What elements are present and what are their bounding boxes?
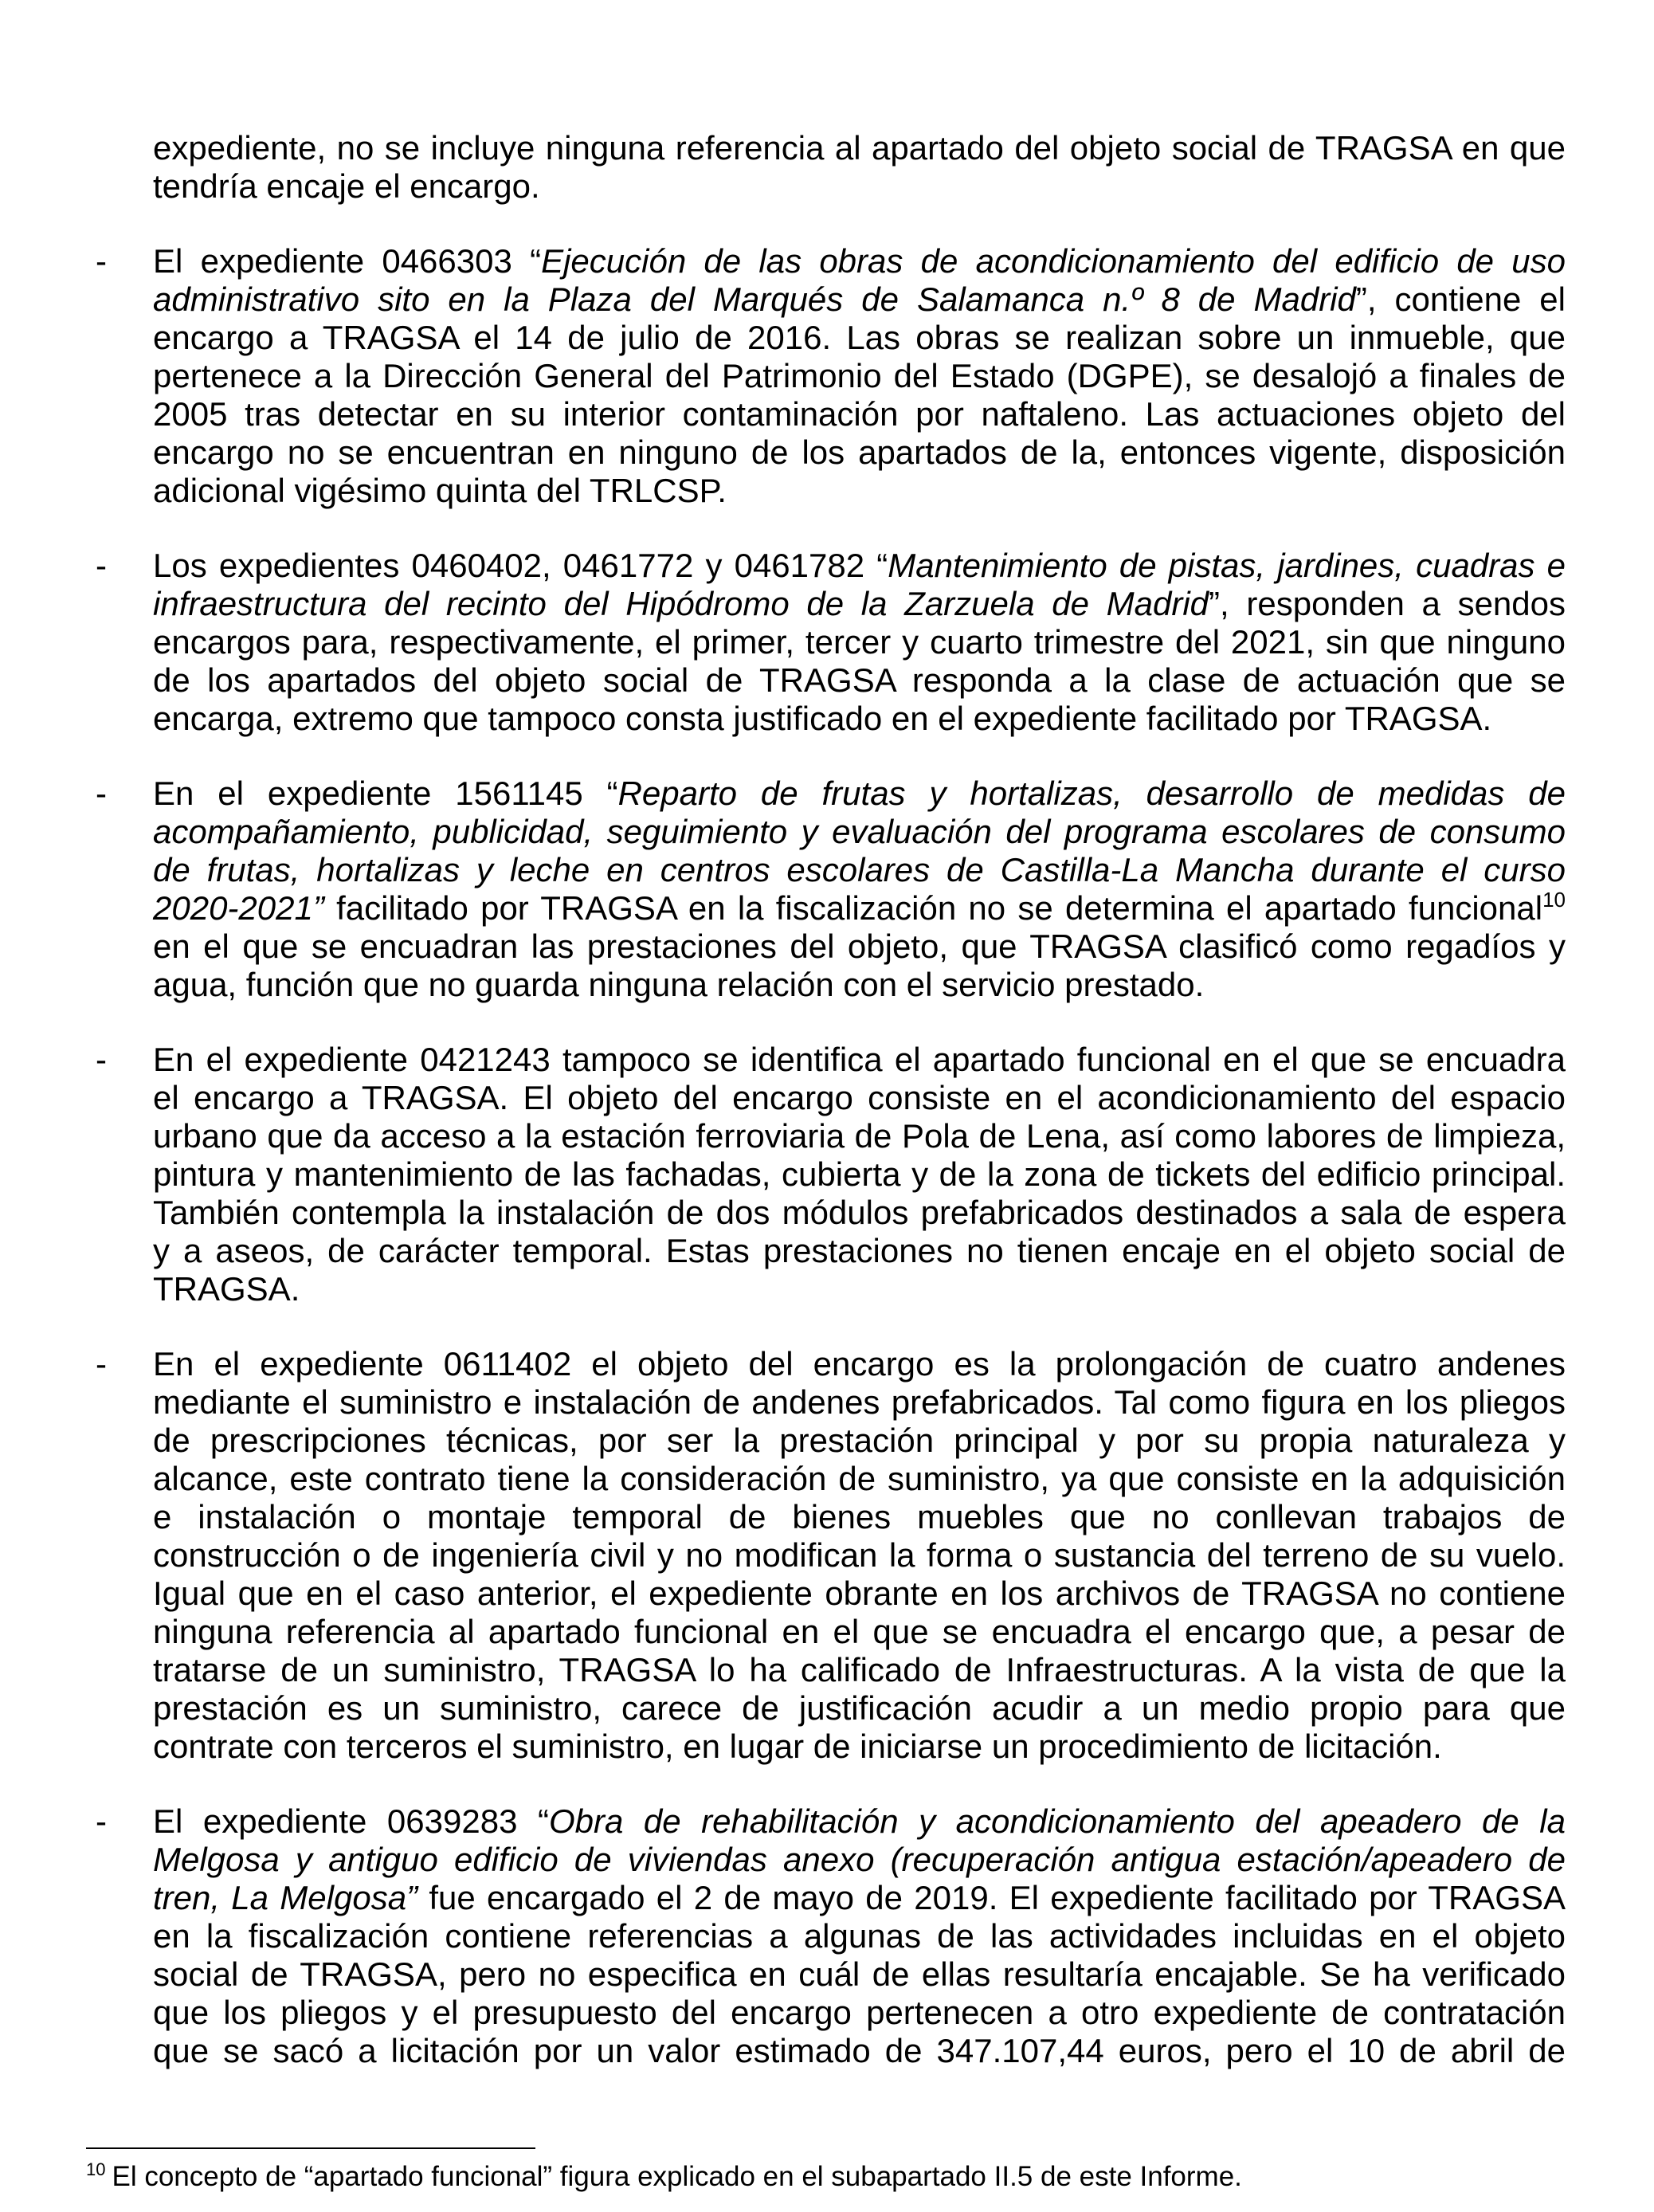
text-line bbox=[153, 1651, 1566, 1689]
text-line bbox=[153, 1802, 1566, 1841]
text-line bbox=[153, 623, 1566, 661]
text-segment: que los pliegos y el presupuesto del encargo pertenecen a otro expediente de contratación bbox=[153, 1994, 1566, 2031]
text-line bbox=[153, 1955, 1566, 1994]
text-segment: En el expediente 0421243 tampoco se identifica el apartado funcional en el que se encuadra bbox=[153, 1041, 1566, 1078]
bullet-paragraph bbox=[96, 1802, 1566, 2070]
text-line bbox=[153, 1041, 1566, 1079]
italic-title-text: infraestructura del recinto del Hipódromo de la Zarzuela de Madrid bbox=[153, 585, 1209, 622]
text-line bbox=[153, 1194, 1566, 1232]
text-line bbox=[153, 661, 1566, 700]
text-segment: El expediente 0466303 “ bbox=[153, 242, 542, 280]
text-line bbox=[153, 1841, 1566, 1879]
italic-title-text: Melgosa y antiguo edificio de viviendas anexo (recuperación antigua estación/apeadero de bbox=[153, 1841, 1566, 1878]
italic-title-text: tren, La Melgosa” bbox=[153, 1879, 418, 1916]
text-line bbox=[153, 167, 1566, 206]
text-line bbox=[153, 928, 1566, 966]
text-segment: encargo a TRAGSA el 14 de julio de 2016. Las obras se realizan sobre un inmueble, que bbox=[153, 319, 1566, 356]
text-line bbox=[153, 1383, 1566, 1422]
bullet-paragraph bbox=[96, 242, 1566, 510]
italic-title-text: de frutas, hortalizas y leche en centros escolares de Castilla-La Mancha durante el curso bbox=[153, 851, 1566, 888]
bullet-dash: - bbox=[96, 1345, 107, 1382]
text-segment: encargos para, respectivamente, el primer, tercer y cuarto trimestre del 2021, sin que ninguno bbox=[153, 623, 1566, 661]
text-line bbox=[153, 395, 1566, 433]
text-line bbox=[153, 1917, 1566, 1955]
text-segment: También contempla la instalación de dos módulos prefabricados destinados a sala de espera bbox=[153, 1194, 1566, 1231]
text-line bbox=[153, 129, 1566, 167]
text-segment: encarga, extremo que tampoco consta justificado en el expediente facilitado por TRAGSA. bbox=[153, 700, 1492, 737]
bullet-paragraph bbox=[96, 775, 1566, 1004]
text-line bbox=[153, 1155, 1566, 1194]
text-line bbox=[153, 2032, 1566, 2070]
text-line bbox=[153, 1879, 1566, 1917]
footnote-reference: 10 bbox=[1542, 888, 1566, 912]
text-segment: alcance, este contrato tiene la consideración de suministro, ya que consiste en la adquisición bbox=[153, 1460, 1566, 1497]
text-segment: Los expedientes 0460402, 0461772 y 0461782 “ bbox=[153, 547, 888, 584]
text-segment: en la fiscalización contiene referencias a algunas de las actividades incluidas en el objeto bbox=[153, 1917, 1566, 1955]
text-line bbox=[153, 585, 1566, 623]
text-line bbox=[153, 889, 1566, 928]
italic-title-text: Mantenimiento de pistas, jardines, cuadras e bbox=[888, 547, 1566, 584]
text-line bbox=[153, 813, 1566, 851]
footnote-text: El concepto de “apartado funcional” figura explicado en el subapartado II.5 de este Informe. bbox=[112, 2161, 1242, 2192]
text-segment: social de TRAGSA, pero no especifica en cuál de ellas resultaría encajable. Se ha verificado bbox=[153, 1955, 1566, 1993]
text-segment: prestación es un suministro, carece de justificación acudir a un medio propio para que bbox=[153, 1689, 1566, 1727]
text-line bbox=[153, 547, 1566, 585]
text-segment: pertenece a la Dirección General del Patrimonio del Estado (DGPE), se desalojó a finales de bbox=[153, 357, 1566, 394]
text-segment: pintura y mantenimiento de las fachadas, cubierta y de la zona de tickets del edificio principal. bbox=[153, 1155, 1566, 1193]
text-line bbox=[153, 1613, 1566, 1651]
text-segment: En el expediente 1561145 “ bbox=[153, 775, 618, 812]
text-segment: de los apartados del objeto social de TRAGSA responda a la clase de actuación que se bbox=[153, 661, 1566, 699]
bullet-paragraph bbox=[96, 1041, 1566, 1308]
bullet-dash: - bbox=[96, 1802, 107, 1840]
footnote bbox=[86, 2161, 1242, 2193]
text-line bbox=[153, 357, 1566, 395]
italic-title-text: administrativo sito en la Plaza del Marqués de Salamanca n.º 8 de Madrid bbox=[153, 280, 1356, 318]
text-segment: e instalación o montaje temporal de bienes muebles que no conllevan trabajos de bbox=[153, 1498, 1566, 1535]
text-segment: en el que se encuadran las prestaciones del objeto, que TRAGSA clasificó como regadíos y bbox=[153, 928, 1566, 965]
text-line bbox=[153, 1575, 1566, 1613]
text-segment: expediente, no se incluye ninguna referencia al apartado del objeto social de TRAGSA en que bbox=[153, 129, 1566, 167]
footnote-separator bbox=[86, 2147, 535, 2149]
text-segment: construcción o de ingeniería civil y no modifican la forma o sustancia del terreno de su vuelo. bbox=[153, 1536, 1566, 1574]
text-line bbox=[153, 242, 1566, 280]
footnote-number: 10 bbox=[86, 2159, 106, 2179]
text-segment: TRAGSA. bbox=[153, 1270, 300, 1308]
italic-title-text: Ejecución de las obras de acondicionamiento del edificio de uso bbox=[541, 242, 1566, 280]
text-segment: y a aseos, de carácter temporal. Estas prestaciones no tienen encaje en el objeto social de bbox=[153, 1232, 1566, 1269]
text-line bbox=[153, 433, 1566, 472]
bullet-dash: - bbox=[96, 775, 107, 812]
text-segment: tratarse de un suministro, TRAGSA lo ha calificado de Infraestructuras. A la vista de que la bbox=[153, 1651, 1566, 1688]
text-line bbox=[153, 966, 1566, 1004]
text-segment: encargo no se encuentran en ninguno de los apartados de la, entonces vigente, disposición bbox=[153, 433, 1566, 471]
text-line bbox=[153, 1994, 1566, 2032]
text-segment: tendría encaje el encargo. bbox=[153, 167, 540, 205]
text-segment: contrate con terceros el suministro, en lugar de iniciarse un procedimiento de licitación. bbox=[153, 1728, 1442, 1765]
text-segment: el encargo a TRAGSA. El objeto del encargo consiste en el acondicionamiento del espacio bbox=[153, 1079, 1566, 1116]
italic-title-text: acompañamiento, publicidad, seguimiento y evaluación del programa escolares de consumo bbox=[153, 813, 1566, 850]
text-segment: ”, contiene el bbox=[1355, 280, 1566, 318]
italic-title-text: Reparto de frutas y hortalizas, desarrollo de medidas de bbox=[617, 775, 1566, 812]
text-line bbox=[153, 1270, 1566, 1308]
text-segment: Igual que en el caso anterior, el expediente obrante en los archivos de TRAGSA no contiene bbox=[153, 1575, 1566, 1612]
text-line bbox=[153, 700, 1566, 738]
text-segment: adicional vigésimo quinta del TRLCSP. bbox=[153, 472, 727, 509]
bullet-paragraph bbox=[96, 1345, 1566, 1766]
text-line bbox=[153, 1079, 1566, 1117]
text-segment: que se sacó a licitación por un valor estimado de 347.107,44 euros, pero el 10 de abril de bbox=[153, 2032, 1566, 2069]
text-line bbox=[153, 1460, 1566, 1498]
text-line bbox=[153, 472, 1566, 510]
text-segment: mediante el suministro e instalación de andenes prefabricados. Tal como figura en los pliegos bbox=[153, 1383, 1566, 1421]
text-line bbox=[153, 1117, 1566, 1155]
text-segment: fue encargado el 2 de mayo de 2019. El expediente facilitado por TRAGSA bbox=[417, 1879, 1566, 1916]
text-segment: 2005 tras detectar en su interior contaminación por naftaleno. Las actuaciones objeto del bbox=[153, 395, 1566, 433]
bullet-dash: - bbox=[96, 242, 107, 280]
italic-title-text: Obra de rehabilitación y acondicionamiento del apeadero de la bbox=[548, 1802, 1566, 1840]
text-line bbox=[153, 319, 1566, 357]
bullet-paragraph bbox=[96, 547, 1566, 738]
text-segment: agua, función que no guarda ninguna relación con el servicio prestado. bbox=[153, 966, 1205, 1003]
text-line bbox=[153, 280, 1566, 319]
bullet-dash: - bbox=[96, 1041, 107, 1078]
text-line bbox=[153, 1536, 1566, 1575]
paragraph bbox=[153, 129, 1566, 206]
text-segment: de prescripciones técnicas, por ser la prestación principal y por su propia naturaleza y bbox=[153, 1422, 1566, 1459]
text-segment: El expediente 0639283 “ bbox=[153, 1802, 549, 1840]
document-body bbox=[96, 129, 1566, 2107]
bullet-dash: - bbox=[96, 547, 107, 584]
text-line bbox=[153, 1498, 1566, 1536]
text-line bbox=[153, 775, 1566, 813]
text-segment: ninguna referencia al apartado funcional en el que se encuadra el encargo que, a pesar de bbox=[153, 1613, 1566, 1650]
text-line bbox=[153, 1689, 1566, 1728]
text-segment: En el expediente 0611402 el objeto del encargo es la prolongación de cuatro andenes bbox=[153, 1345, 1566, 1382]
text-segment: urbano que da acceso a la estación ferroviaria de Pola de Lena, así como labores de limpieza, bbox=[153, 1117, 1566, 1155]
text-line bbox=[153, 1345, 1566, 1383]
italic-title-text: 2020-2021” bbox=[153, 889, 324, 927]
text-line bbox=[153, 1232, 1566, 1270]
text-line bbox=[153, 1422, 1566, 1460]
text-line bbox=[153, 1728, 1566, 1766]
text-segment: facilitado por TRAGSA en la fiscalización no se determina el apartado funcional bbox=[323, 889, 1543, 927]
text-segment: ”, responden a sendos bbox=[1209, 585, 1566, 622]
text-line bbox=[153, 851, 1566, 889]
